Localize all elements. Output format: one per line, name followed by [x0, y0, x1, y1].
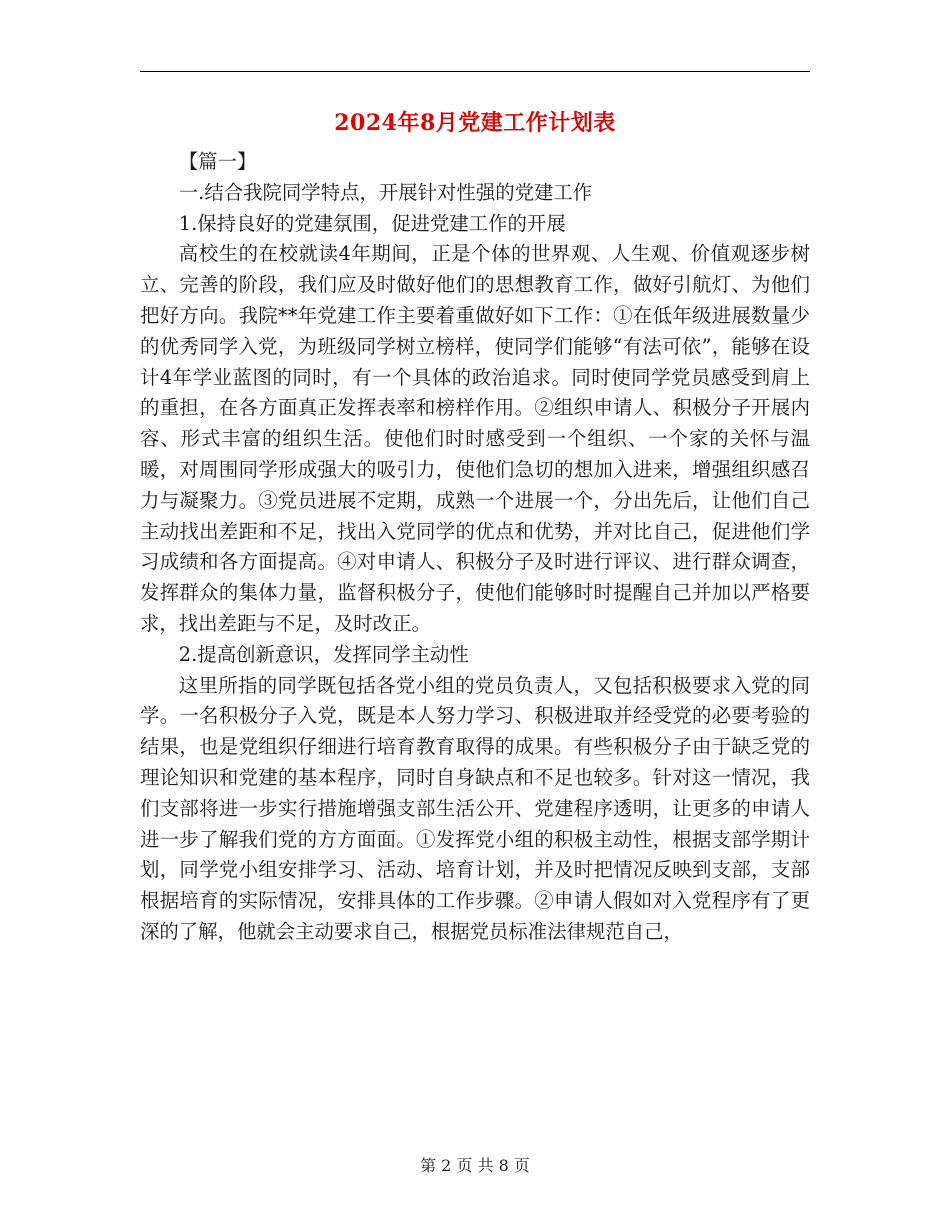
document-title: 2024年8月党建工作计划表 — [334, 110, 616, 136]
heading-level-1: 一.结合我院同学特点，开展针对性强的党建工作 — [178, 180, 593, 204]
page-number-footer: 第 2 页 共 8 页 — [420, 1156, 530, 1175]
heading-1-2: 2.提高创新意识，发挥同学主动性 — [178, 642, 469, 666]
section-label: 【篇一】 — [178, 150, 257, 173]
heading-1-1: 1.保持良好的党建氛围，促进党建工作的开展 — [178, 211, 566, 235]
paragraph-2: 这里所指的同学既包括各党小组的党员负责人，又包括积极要求入党的同学。一名积极分子入党，既是本人努力学习、积极进取并经受党的必要考验的结果，也是党组织仔细进行培育教育取得的成果。有些积极分子由于缺乏党的理论知识和党建的基本程序，同时自身缺点和不足也较多。针对这一情况，我们支部将进一步实行措施增强支部生活公开、党建程序透明，让更多的申请人进一步了解我们党的方方面面。①发挥党小组的积极主动性，根据支部学期计划，同学党小组安排学习、活动、培育计划，并及时把情况反映到支部，支部根据培育的实际情况，安排具体的工作步骤。②申请人假如对入党程序有了更深的了解，他就会主动要求自己，根据党员标准法律规范自己， — [140, 673, 810, 943]
paragraph-1: 高校生的在校就读4年期间，正是个体的世界观、人生观、价值观逐步树立、完善的阶段，我们应及时做好他们的思想教育工作，做好引航灯、为他们把好方向。我院**年党建工作主要着重做好如下工作：①在低年级进展数量少的优秀同学入党，为班级同学树立榜样，使同学们能够“有法可依”，能够在设计4年学业蓝图的同时，有一个具体的政治追求。同时使同学党员感受到肩上的重担，在各方面真正发挥表率和榜样作用。②组织申请人、积极分子开展内容、形式丰富的组织生活。使他们时时感受到一个组织、一个家的关怀与温暖，对周围同学形成强大的吸引力，使他们急切的想加入进来，增强组织感召力与凝聚力。③党员进展不定期，成熟一个进展一个，分出先后，让他们自己主动找出差距和不足，找出入党同学的优点和优势，并对比自己，促进他们学习成绩和各方面提高。④对申请人、积极分子及时进行评议、进行群众调查，发挥群众的集体力量，监督积极分子，使他们能够时时提醒自己并加以严格要求，找出差距与不足，及时改正。 — [140, 242, 810, 635]
document-body — [140, 147, 810, 948]
header-rule — [140, 71, 810, 72]
